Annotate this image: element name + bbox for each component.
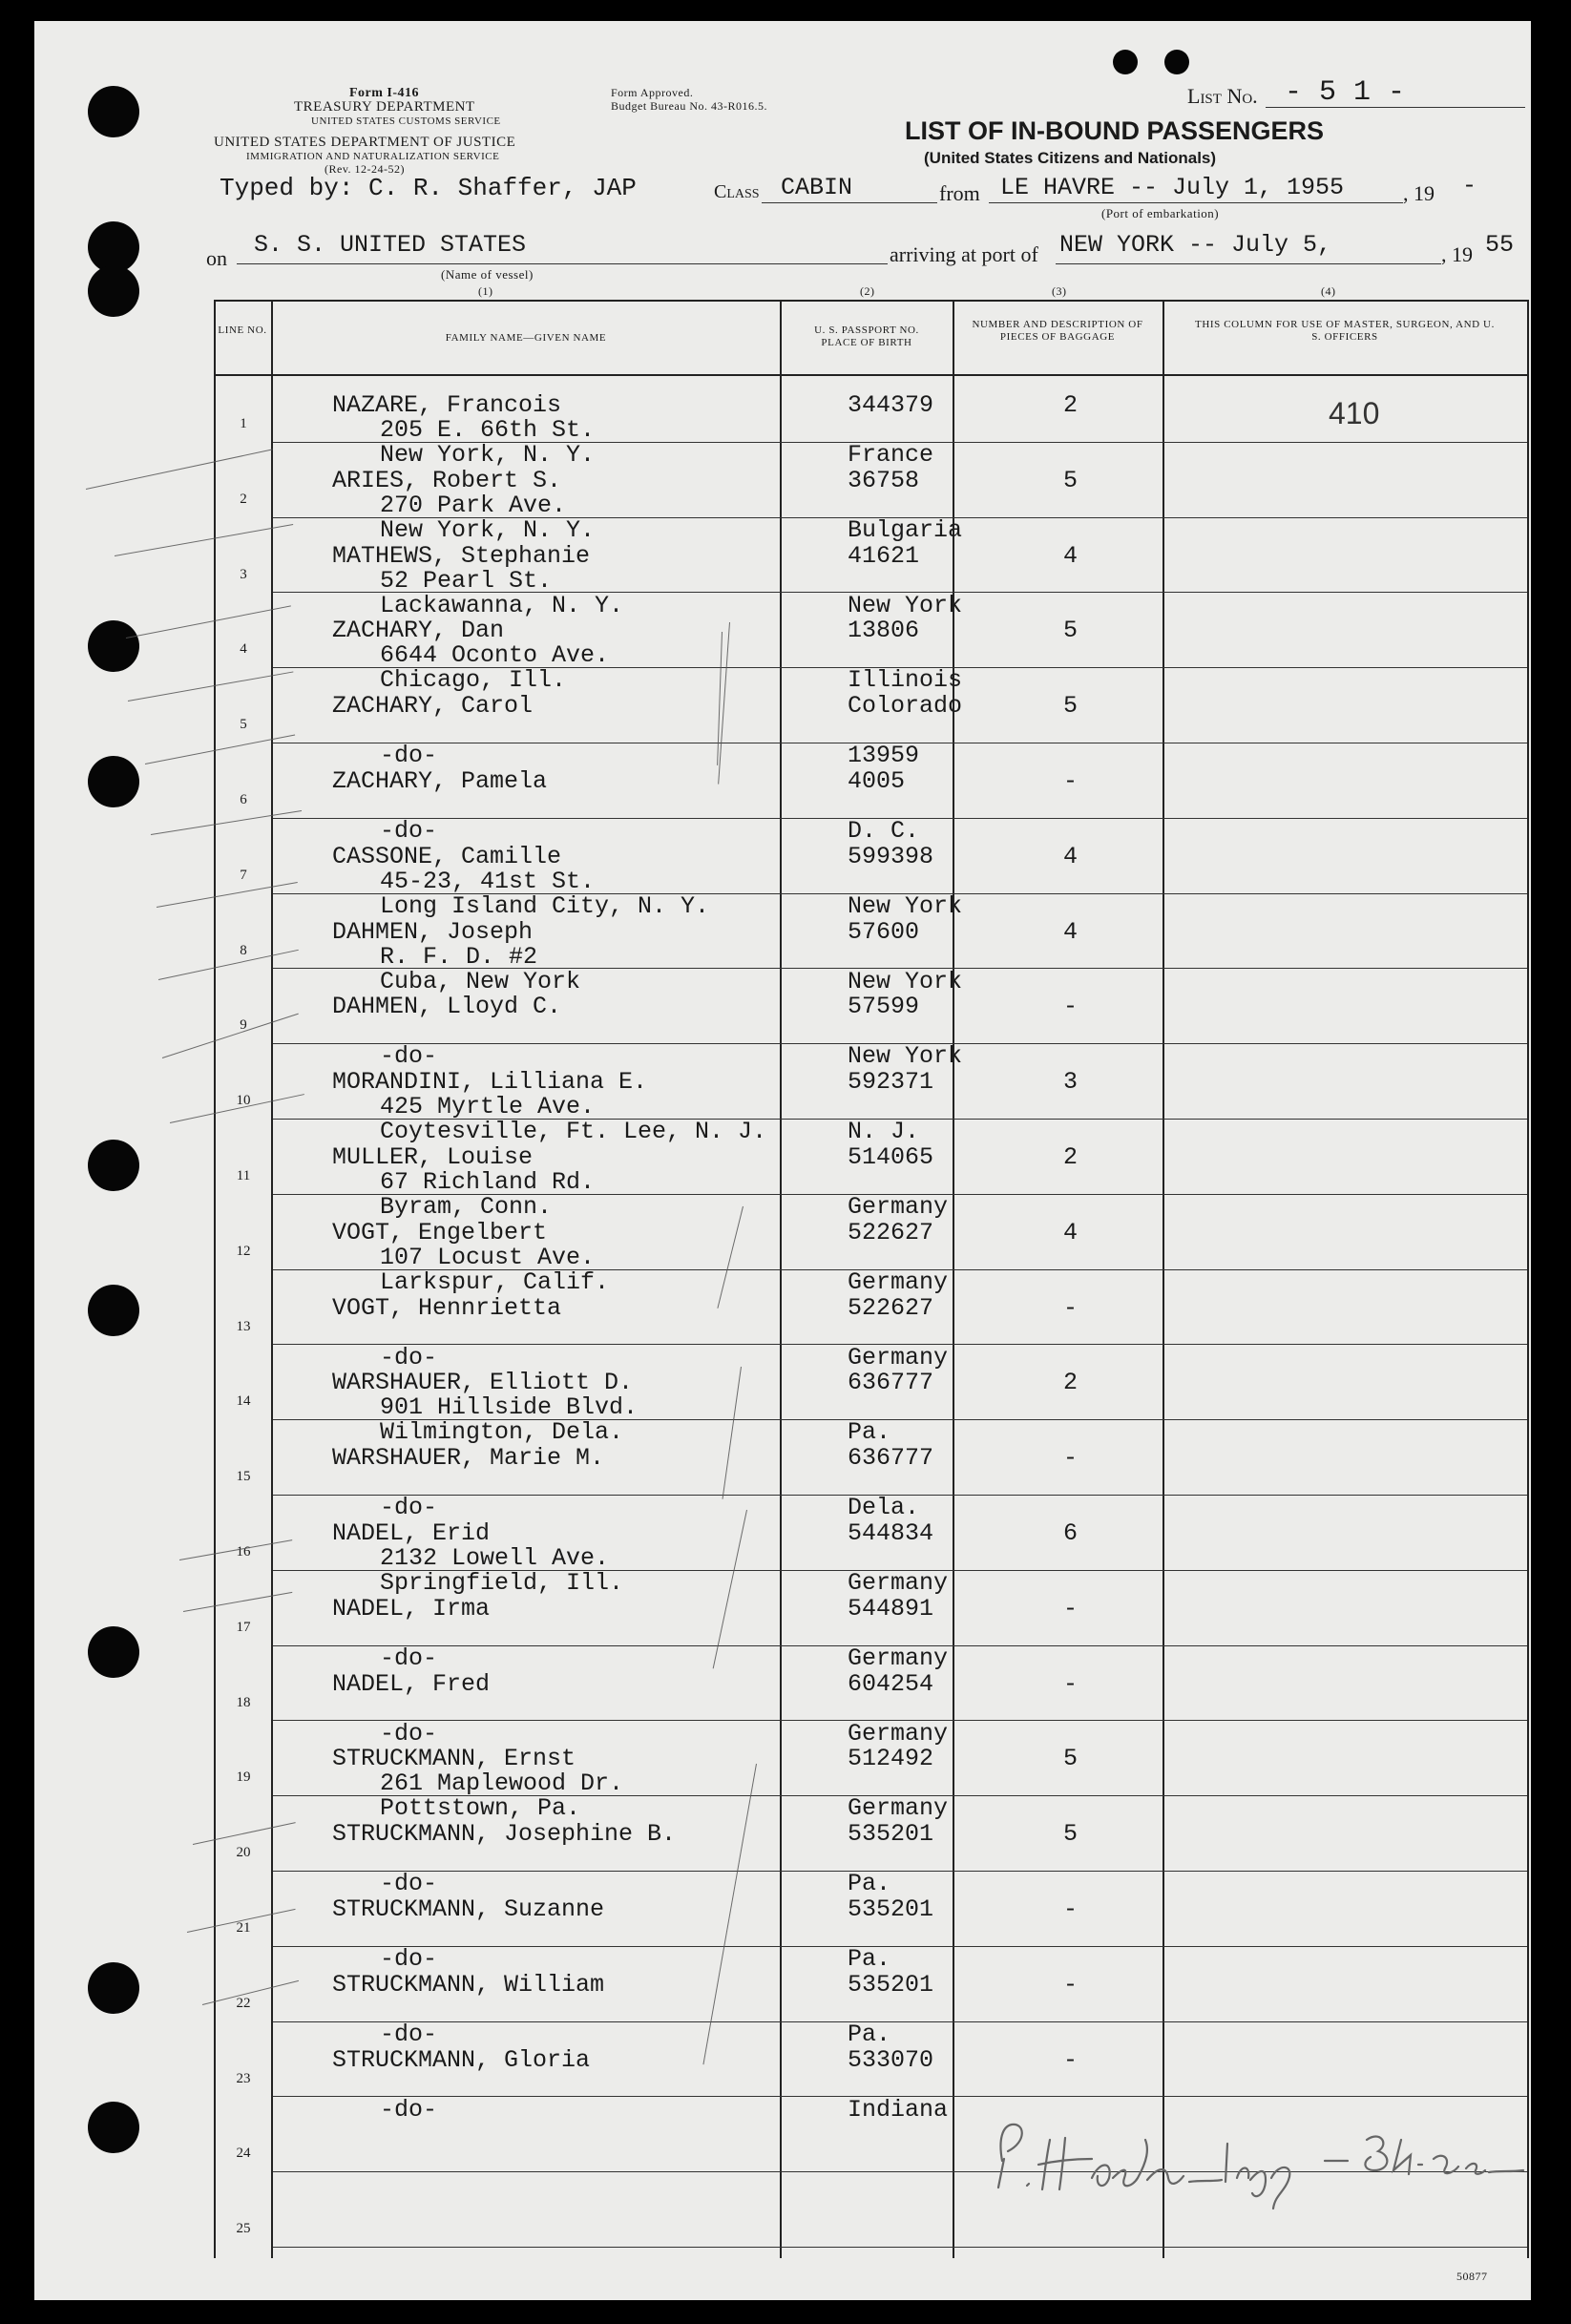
on-label: on bbox=[206, 246, 227, 270]
punch-hole bbox=[88, 620, 139, 672]
passenger-address: 270 Park Ave. bbox=[380, 491, 567, 519]
passport-number: 57600 bbox=[848, 917, 920, 946]
passenger-name: STRUCKMANN, Ernst bbox=[332, 1745, 576, 1773]
passport-number: 36758 bbox=[848, 466, 920, 494]
punch-hole bbox=[88, 756, 139, 807]
passenger-city: Pottstown, Pa. bbox=[380, 1794, 581, 1823]
passport-number: 636777 bbox=[848, 1369, 934, 1397]
baggage-count: - bbox=[1063, 1895, 1079, 1923]
class-value: CABIN bbox=[781, 174, 853, 201]
arrival-year-prefix: , 19 bbox=[1441, 242, 1473, 266]
passenger-city: -do- bbox=[380, 742, 438, 770]
row-divider bbox=[273, 2247, 1527, 2248]
passenger-city: New York, N. Y. bbox=[380, 441, 596, 469]
baggage-count: - bbox=[1063, 1594, 1079, 1623]
passenger-name: DAHMEN, Lloyd C. bbox=[332, 993, 562, 1021]
column-header-baggage: NUMBER AND DESCRIPTION OF PIECES OF BAGGAGE bbox=[972, 319, 1143, 343]
passenger-city: -do- bbox=[380, 1719, 438, 1748]
page-subtitle: (United States Citizens and Nationals) bbox=[924, 149, 1217, 167]
passport-number: 533070 bbox=[848, 2045, 934, 2074]
passenger-city: Byram, Conn. bbox=[380, 1193, 553, 1221]
passenger-city: -do- bbox=[380, 1945, 438, 1973]
passenger-address: 901 Hillside Blvd. bbox=[380, 1393, 639, 1422]
place-of-birth: Germany bbox=[848, 1193, 949, 1221]
passenger-address: 425 Myrtle Ave. bbox=[380, 1093, 596, 1121]
passenger-city: Chicago, Ill. bbox=[380, 666, 567, 695]
place-of-birth: Germany bbox=[848, 1343, 949, 1371]
passenger-name: NAZARE, Francois bbox=[332, 391, 562, 419]
place-of-birth: Germany bbox=[848, 1794, 949, 1823]
baggage-count: 5 bbox=[1063, 692, 1079, 721]
passenger-address: 52 Pearl St. bbox=[380, 566, 553, 595]
passenger-address: 107 Locust Ave. bbox=[380, 1243, 596, 1271]
place-of-birth: Dela. bbox=[848, 1494, 920, 1522]
line-number: 22 bbox=[236, 1995, 251, 2011]
arriving-label: arriving at port of bbox=[890, 242, 1038, 266]
line-number: 15 bbox=[236, 1469, 251, 1485]
baggage-count: 4 bbox=[1063, 842, 1079, 870]
place-of-birth: N. J. bbox=[848, 1118, 920, 1146]
page-title: LIST OF IN-BOUND PASSENGERS bbox=[905, 116, 1325, 145]
class-label: Class bbox=[714, 181, 760, 202]
passport-number: 535201 bbox=[848, 1820, 934, 1849]
passport-number: 636777 bbox=[848, 1444, 934, 1473]
place-of-birth: Germany bbox=[848, 1569, 949, 1597]
passenger-name: STRUCKMANN, Josephine B. bbox=[332, 1820, 677, 1849]
treasury-department: TREASURY DEPARTMENT bbox=[294, 99, 475, 115]
passenger-address: 205 E. 66th St. bbox=[380, 416, 596, 444]
baggage-count: 3 bbox=[1063, 1068, 1079, 1097]
year-suffix: - bbox=[1462, 172, 1477, 199]
line-number: 3 bbox=[240, 566, 247, 582]
passport-number: 522627 bbox=[848, 1218, 934, 1246]
baggage-count: 4 bbox=[1063, 917, 1079, 946]
baggage-count: 5 bbox=[1063, 466, 1079, 494]
line-number: 1 bbox=[240, 416, 247, 431]
line-number: 2 bbox=[240, 491, 247, 507]
line-number: 17 bbox=[236, 1619, 251, 1635]
passenger-name: MORANDINI, Lilliana E. bbox=[332, 1068, 648, 1097]
place-of-birth: Germany bbox=[848, 1719, 949, 1748]
list-number: - 5 1 - bbox=[1285, 76, 1406, 109]
passenger-city: Springfield, Ill. bbox=[380, 1569, 624, 1597]
passenger-name: STRUCKMANN, William bbox=[332, 1970, 605, 1999]
passport-number: 512492 bbox=[848, 1745, 934, 1773]
punch-hole bbox=[88, 1140, 139, 1191]
place-of-birth: Pa. bbox=[848, 1945, 891, 1973]
passenger-address: 261 Maplewood Dr. bbox=[380, 1769, 624, 1798]
passenger-name: NADEL, Irma bbox=[332, 1594, 491, 1623]
place-of-birth: New York bbox=[848, 891, 963, 920]
passport-number: 57599 bbox=[848, 993, 920, 1021]
place-of-birth: Indiana bbox=[848, 2095, 949, 2124]
form-revision: (Rev. 12-24-52) bbox=[325, 162, 406, 176]
baggage-count: - bbox=[1063, 1444, 1079, 1473]
inspector-signature bbox=[970, 2102, 1531, 2216]
embarkation-port-date: LE HAVRE -- July 1, 1955 bbox=[1000, 174, 1345, 201]
line-number: 18 bbox=[236, 1694, 251, 1710]
place-of-birth: Germany bbox=[848, 1267, 949, 1296]
passenger-city: -do- bbox=[380, 1644, 438, 1672]
passport-number: 599398 bbox=[848, 842, 934, 870]
place-of-birth: Illinois bbox=[848, 666, 963, 695]
passenger-name: NADEL, Erid bbox=[332, 1519, 491, 1547]
baggage-count: 5 bbox=[1063, 1745, 1079, 1773]
passenger-city: New York, N. Y. bbox=[380, 515, 596, 544]
budget-bureau: Budget Bureau No. 43-R016.5. bbox=[611, 99, 767, 113]
passenger-name: STRUCKMANN, Gloria bbox=[332, 2045, 591, 2074]
baggage-count: - bbox=[1063, 1293, 1079, 1322]
line-number: 20 bbox=[236, 1845, 251, 1861]
line-number: 19 bbox=[236, 1769, 251, 1786]
line-number: 23 bbox=[236, 2070, 251, 2086]
place-of-birth: Pa. bbox=[848, 1418, 891, 1447]
passenger-address: 67 Richland Rd. bbox=[380, 1168, 596, 1196]
line-number: 4 bbox=[240, 641, 247, 658]
passenger-name: VOGT, Engelbert bbox=[332, 1218, 548, 1246]
passenger-name: ZACHARY, Dan bbox=[332, 617, 505, 645]
typed-by: Typed by: C. R. Shaffer, JAP bbox=[220, 174, 637, 202]
place-of-birth: New York bbox=[848, 591, 963, 619]
line-number: 25 bbox=[236, 2221, 251, 2237]
passenger-city: -do- bbox=[380, 2020, 438, 2048]
baggage-count: 5 bbox=[1063, 617, 1079, 645]
column-header-line-no: LINE NO. bbox=[218, 325, 267, 336]
line-number: 21 bbox=[236, 1920, 251, 1936]
column-header-officers: THIS COLUMN FOR USE OF MASTER, SURGEON, AND U. S. OFFICERS bbox=[1195, 319, 1495, 343]
passenger-city: Cuba, New York bbox=[380, 967, 581, 995]
port-embark-note: (Port of embarkation) bbox=[1101, 206, 1220, 220]
line-number: 5 bbox=[240, 717, 247, 733]
year-prefix: , 19 bbox=[1403, 181, 1435, 205]
baggage-count: - bbox=[1063, 767, 1079, 795]
passenger-city: -do- bbox=[380, 1343, 438, 1371]
place-of-birth: New York bbox=[848, 967, 963, 995]
passenger-name: CASSONE, Camille bbox=[332, 842, 562, 870]
place-of-birth: Bulgaria bbox=[848, 515, 963, 544]
baggage-count: 2 bbox=[1063, 1143, 1079, 1171]
punch-hole bbox=[88, 265, 139, 317]
line-number: 12 bbox=[236, 1243, 251, 1259]
line-number: 24 bbox=[236, 2146, 251, 2162]
passenger-city: Long Island City, N. Y. bbox=[380, 891, 710, 920]
passport-number: 544834 bbox=[848, 1519, 934, 1547]
row-divider bbox=[273, 2021, 1527, 2022]
punch-hole bbox=[1113, 50, 1138, 74]
baggage-count: 4 bbox=[1063, 541, 1079, 570]
punch-hole bbox=[88, 2102, 139, 2153]
officer-number: 410 bbox=[1329, 396, 1380, 430]
immigration-service: IMMIGRATION AND NATURALIZATION SERVICE bbox=[246, 151, 500, 162]
passenger-city: Lackawanna, N. Y. bbox=[380, 591, 624, 619]
arrival-year: 55 bbox=[1485, 231, 1515, 259]
baggage-count: 4 bbox=[1063, 1218, 1079, 1246]
form-number: Form I-416 bbox=[349, 86, 420, 100]
column-header-name: FAMILY NAME—GIVEN NAME bbox=[445, 332, 607, 344]
passenger-name: ZACHARY, Pamela bbox=[332, 767, 548, 795]
passenger-name: WARSHAUER, Elliott D. bbox=[332, 1369, 634, 1397]
passenger-name: VOGT, Hennrietta bbox=[332, 1293, 562, 1322]
form-approved: Form Approved. bbox=[611, 86, 694, 99]
passenger-name: NADEL, Fred bbox=[332, 1669, 491, 1698]
baggage-count: - bbox=[1063, 1669, 1079, 1698]
passenger-name: ZACHARY, Carol bbox=[332, 692, 534, 721]
line-number: 10 bbox=[236, 1093, 251, 1109]
passport-number: 522627 bbox=[848, 1293, 934, 1322]
place-of-birth: D. C. bbox=[848, 817, 920, 845]
line-number: 16 bbox=[236, 1544, 251, 1560]
column-number: (2) bbox=[860, 284, 875, 298]
department-of-justice: UNITED STATES DEPARTMENT OF JUSTICE bbox=[214, 135, 516, 150]
row-divider bbox=[273, 1871, 1527, 1872]
from-label: from bbox=[939, 181, 980, 205]
arrival-port-date: NEW YORK -- July 5, bbox=[1059, 231, 1332, 259]
passenger-name: MULLER, Louise bbox=[332, 1143, 534, 1171]
passport-number: 535201 bbox=[848, 1895, 934, 1923]
line-number: 8 bbox=[240, 942, 247, 958]
vessel-note: (Name of vessel) bbox=[441, 267, 534, 282]
passenger-address: R. F. D. #2 bbox=[380, 942, 538, 971]
passport-number: 535201 bbox=[848, 1970, 934, 1999]
column-number: (1) bbox=[478, 284, 493, 298]
place-of-birth: 13959 bbox=[848, 742, 920, 770]
manifest-page bbox=[34, 21, 1531, 2300]
passenger-name: WARSHAUER, Marie M. bbox=[332, 1444, 605, 1473]
passport-number: 41621 bbox=[848, 541, 920, 570]
place-of-birth: Pa. bbox=[848, 1870, 891, 1898]
baggage-count: 2 bbox=[1063, 391, 1079, 419]
passenger-city: -do- bbox=[380, 1042, 438, 1071]
passport-number: 4005 bbox=[848, 767, 906, 795]
column-number: (3) bbox=[1052, 284, 1067, 298]
passenger-city: Coytesville, Ft. Lee, N. J. bbox=[380, 1118, 767, 1146]
passport-number: 13806 bbox=[848, 617, 920, 645]
passenger-city: -do- bbox=[380, 1870, 438, 1898]
passport-number: 514065 bbox=[848, 1143, 934, 1171]
row-divider bbox=[273, 1946, 1527, 1947]
place-of-birth: Pa. bbox=[848, 2020, 891, 2048]
passenger-city: -do- bbox=[380, 1494, 438, 1522]
baggage-count: - bbox=[1063, 2045, 1079, 2074]
passport-number: 592371 bbox=[848, 1068, 934, 1097]
passenger-name: DAHMEN, Joseph bbox=[332, 917, 534, 946]
passenger-address: 45-23, 41st St. bbox=[380, 867, 596, 895]
column-number: (4) bbox=[1321, 284, 1336, 298]
line-number: 9 bbox=[240, 1017, 247, 1034]
footer-code: 50877 bbox=[1456, 2270, 1488, 2283]
passenger-address: 6644 Oconto Ave. bbox=[380, 641, 610, 670]
punch-hole bbox=[88, 86, 139, 137]
punch-hole bbox=[88, 1962, 139, 2014]
passenger-city: Larkspur, Calif. bbox=[380, 1267, 610, 1296]
passport-number: 344379 bbox=[848, 391, 934, 419]
baggage-count: 2 bbox=[1063, 1369, 1079, 1397]
passenger-city: Wilmington, Dela. bbox=[380, 1418, 624, 1447]
line-number: 7 bbox=[240, 867, 247, 883]
customs-service: UNITED STATES CUSTOMS SERVICE bbox=[311, 115, 501, 127]
passenger-address: 2132 Lowell Ave. bbox=[380, 1544, 610, 1572]
baggage-count: 5 bbox=[1063, 1820, 1079, 1849]
punch-hole bbox=[88, 1626, 139, 1678]
passenger-name: MATHEWS, Stephanie bbox=[332, 541, 591, 570]
place-of-birth: Germany bbox=[848, 1644, 949, 1672]
passenger-city: -do- bbox=[380, 817, 438, 845]
passport-number: 604254 bbox=[848, 1669, 934, 1698]
column-header-passport: U. S. PASSPORT NO. PLACE OF BIRTH bbox=[814, 325, 919, 348]
passport-number: Colorado bbox=[848, 692, 963, 721]
line-number: 13 bbox=[236, 1318, 251, 1334]
line-number: 14 bbox=[236, 1393, 251, 1410]
line-number: 6 bbox=[240, 792, 247, 807]
vessel-name: S. S. UNITED STATES bbox=[254, 231, 527, 259]
passenger-name: STRUCKMANN, Suzanne bbox=[332, 1895, 605, 1923]
baggage-count: 6 bbox=[1063, 1519, 1079, 1547]
baggage-count: - bbox=[1063, 993, 1079, 1021]
place-of-birth: New York bbox=[848, 1042, 963, 1071]
passenger-name: ARIES, Robert S. bbox=[332, 466, 562, 494]
place-of-birth: France bbox=[848, 441, 934, 469]
punch-hole bbox=[88, 1285, 139, 1336]
punch-hole bbox=[1164, 50, 1189, 74]
list-no-label: List No. bbox=[1187, 84, 1258, 108]
line-number: 11 bbox=[236, 1168, 251, 1183]
passenger-city: -do- bbox=[380, 2095, 438, 2124]
baggage-count: - bbox=[1063, 1970, 1079, 1999]
passport-number: 544891 bbox=[848, 1594, 934, 1623]
